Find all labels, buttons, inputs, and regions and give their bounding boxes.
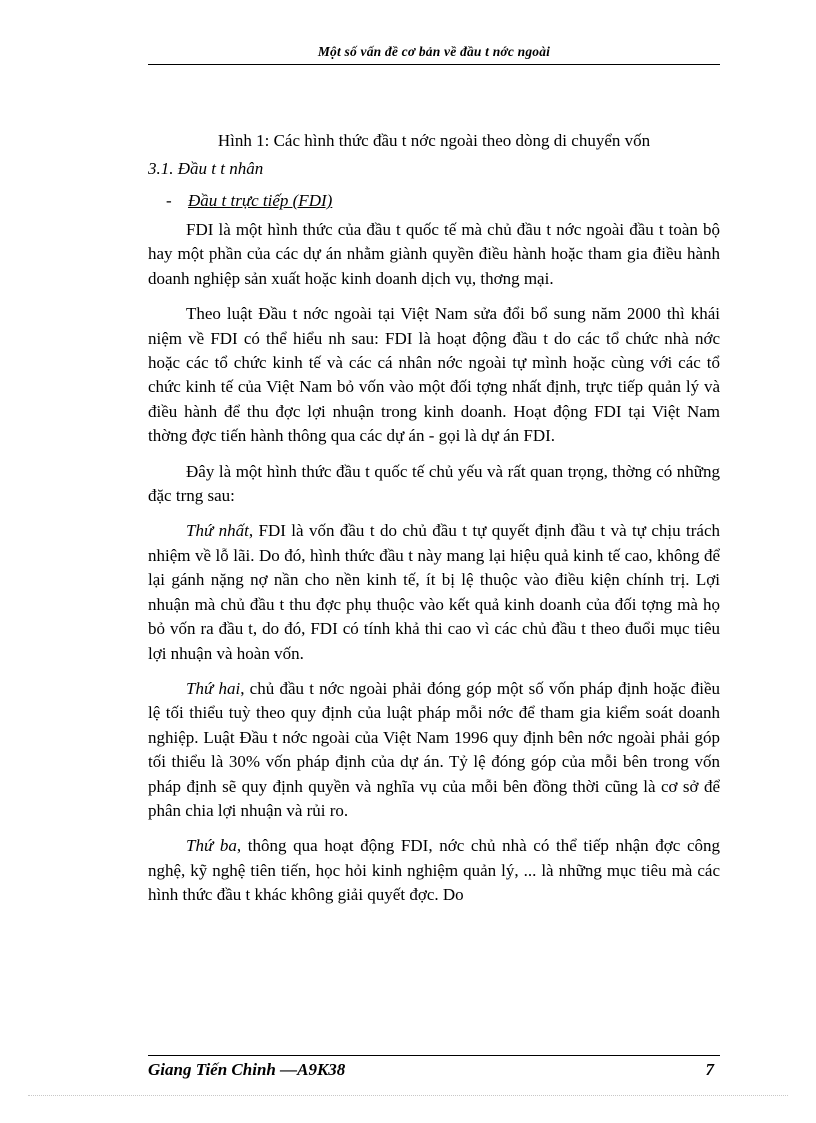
page-number: 7 [705, 1060, 714, 1079]
subsection-heading-text: Đầu t trực tiếp (FDI) [188, 191, 333, 210]
paragraph-first [148, 519, 720, 665]
body-content [148, 128, 720, 908]
figure-caption: Hình 1: Các hình thức đầu t nớc ngoài theo dòng di chuyển vốn [217, 131, 651, 150]
paragraph-first-text: , FDI là vốn đầu t do chủ đầu t tự quyết định đầu t và tự chịu trách nhiệm về lỗ lãi. Do đó, hình thức đầu t này mang lại hiệu quả kinh tế cao, không để lại gánh nặng nợ nần cho nền kinh tế, ít bị lệ thuộc vào điều kiện chính trị. Lợi nhuận mà chủ đầu t thu đợc phụ thuộc vào kết quả kinh doanh của đối tợng mà họ bỏ vốn ra đầu t, do đó, FDI có tính khả thi cao vì các chủ đầu t theo đuổi mục tiêu lợi nhuận và hoàn vốn. [148, 521, 721, 663]
paragraph-third-lead: Thứ ba [186, 836, 237, 856]
header-rule [148, 64, 720, 65]
paragraph-third [148, 834, 720, 907]
paragraph-third-text: , thông qua hoạt động FDI, nớc chủ nhà có thể tiếp nhận đợc công nghệ, kỹ nghệ tiên tiến, học hỏi kinh nghiệm quản lý, ... là những mục tiêu mà các hình thức đầu t khác không giải quyết đợc. Do [148, 836, 720, 905]
section-heading: 3.1. Đầu t t nhân [148, 159, 264, 178]
paragraph-fdi-law: Theo luật Đầu t nớc ngoài tại Việt Nam sửa đổi bổ sung năm 2000 thì khái niệm về FDI có thể hiểu nh sau: FDI là hoạt động đầu t do các tổ chức nhà nớc hoặc các tổ chức kinh tế và các cá nhân nớc ngoài tự mình hoặc cùng với các tổ chức kinh tế của Việt Nam bỏ vốn vào một đối tợng nhất định, trực tiếp quản lý và điều hành để thu đợc lợi nhuận trong kinh doanh. Hoạt động FDI tại Việt Nam thờng đợc tiến hành thông qua các dự án - gọi là dự án FDI. [148, 304, 720, 446]
subsection-heading [148, 188, 720, 218]
paragraph-second-lead: Thứ hai [186, 678, 241, 698]
paragraph-second-text: , chủ đầu t nớc ngoài phải đóng góp một số vốn pháp định hoặc điều lệ tối thiểu tuỳ theo quy định của luật pháp mỗi nớc để tham gia kiểm soát doanh nghiệp. Luật Đầu t nớc ngoài của Việt Nam 1996 quy định bên nớc ngoài phải góp tối thiểu là 30% vốn pháp định của dự án. Tỷ lệ đóng góp của mỗi bên trong vốn pháp định sẽ quy định quyền và nghĩa vụ của mỗi bên đồng thời cũng là cơ sở để phân chia lợi nhuận và rủi ro. [148, 678, 720, 820]
paragraph-fdi-definition: FDI là một hình thức của đầu t quốc tế mà chủ đầu t nớc ngoài đầu t toàn bộ hay một phần của các dự án nhằm giành quyền điều hành hoặc tham gia điều hành doanh nghiệp sản xuất hoặc kinh doanh dịch vụ, thơng mại. [148, 220, 720, 288]
footer-rule [148, 1055, 720, 1056]
footer-author: Giang Tiến Chinh —A9K38 [148, 1060, 346, 1079]
paragraph-fdi-characteristics: Đây là một hình thức đầu t quốc tế chủ yếu và rất quan trọng, thờng có những đặc trng sau: [148, 461, 720, 506]
paragraph-first-lead: Thứ nhất [186, 521, 249, 541]
header-title: Một số vấn đề cơ bản về đầu t nớc ngoài [317, 44, 551, 59]
page-bottom-dotted-line [28, 1095, 788, 1096]
subsection-dash: - [166, 191, 172, 210]
paragraph-second [148, 677, 720, 823]
